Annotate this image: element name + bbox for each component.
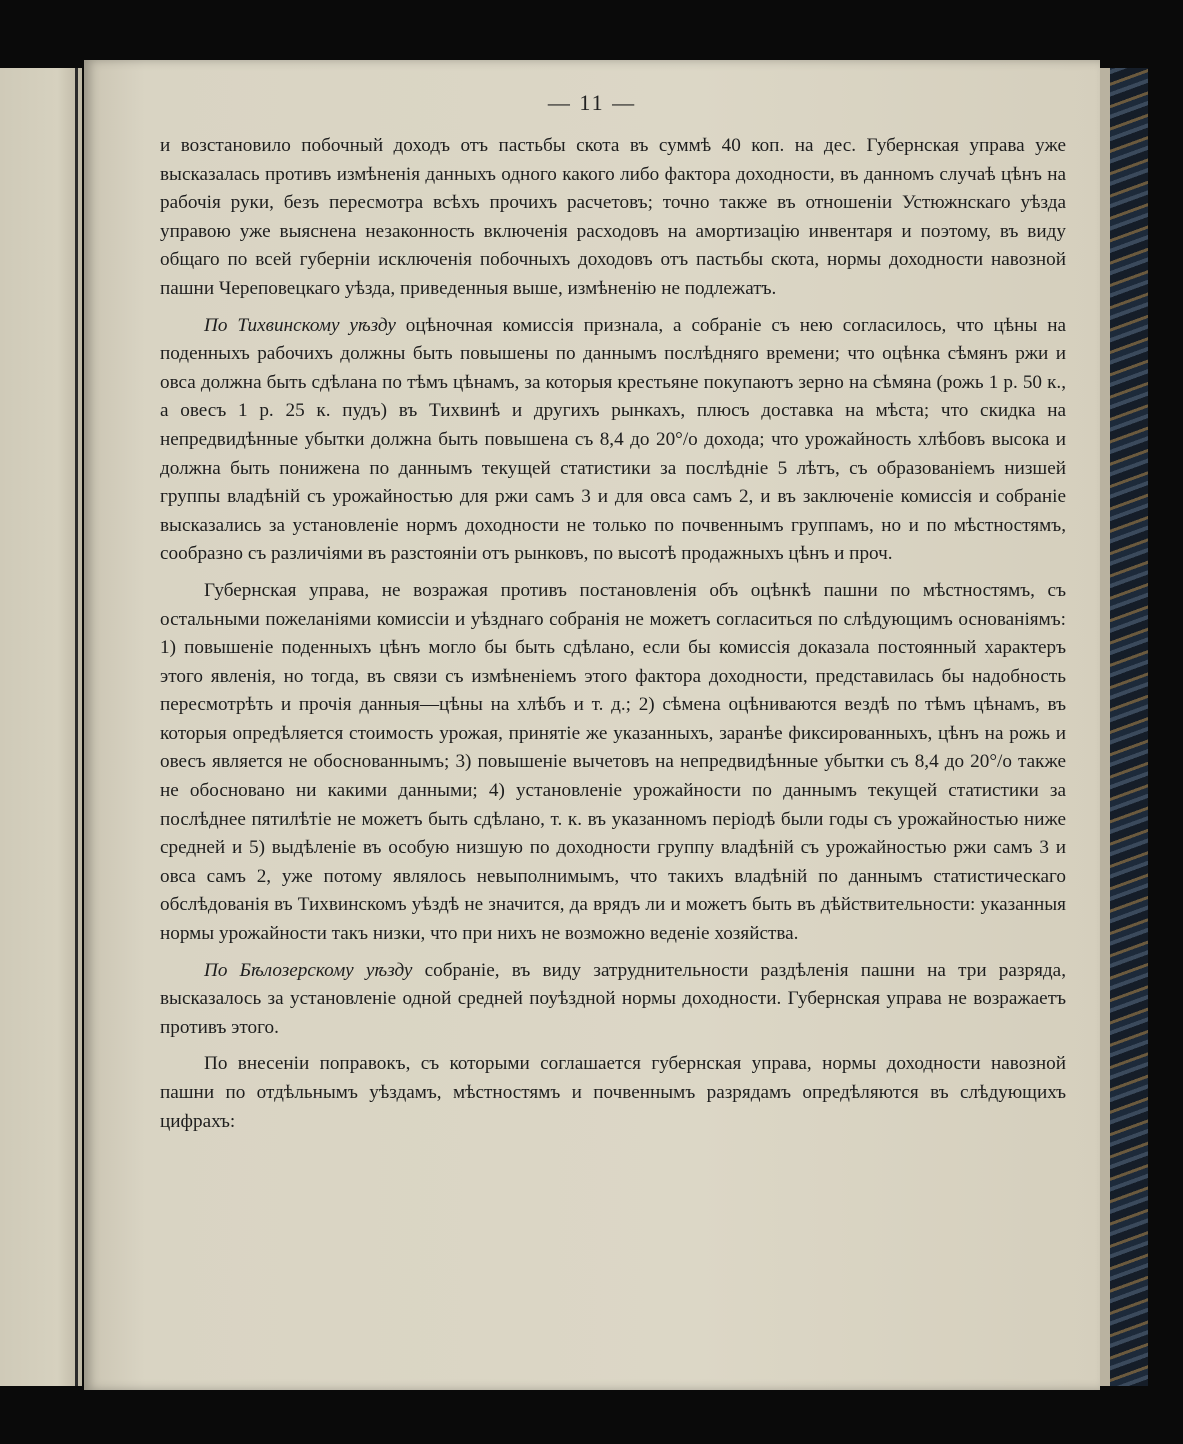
paragraph-4 [160, 957, 1066, 1043]
paragraph-5-text: По внесеніи поправокъ, съ которыми соглашается губернская управа, нормы доходности навозной пашни по отдѣльнымъ уѣздамъ, мѣстностямъ и почвеннымъ разрядамъ опредѣляются въ слѣдующихъ цифрахъ: [160, 1053, 1066, 1132]
paragraph-1 [160, 132, 1066, 304]
page-text [160, 132, 1066, 1136]
paragraph-2-intro: По Тихвинскому уѣзду [204, 314, 396, 336]
book-page [84, 60, 1100, 1390]
marbled-book-edge [1098, 68, 1148, 1386]
paragraph-3-text: Губернская управа, не возражая противъ постановленія объ оцѣнкѣ пашни по мѣстностямъ, съ остальными пожеланіями комиссіи и уѣзднаго собранія не можетъ согласиться по слѣдующимъ основаніямъ: 1) повышеніе поденныхъ цѣнъ могло бы быть сдѣлано, если бы комиссія доказала постоянный характеръ этого явленія, но тогда, въ связи съ измѣненіемъ этого фактора доходности, представилась бы надобность пересмотрѣть и прочія данныя—цѣны на хлѣбъ и т. д.; 2) сѣмена оцѣниваются вездѣ по тѣмъ цѣнамъ, въ которыя опредѣляется стоимость урожая, принятіе же указанныхъ, заранѣе фиксированныхъ, цѣнъ на рожь и овесъ является не обоснованнымъ; 3) повышеніе вычетовъ на непредвидѣнные убытки съ 8,4 до 20°/о также не обосновано ни какими данными; 4) установленіе урожайности по даннымъ текущей статистики за послѣднее пятилѣтіе не можетъ быть сдѣлано, т. к. въ указанномъ періодѣ были годы съ урожайностью ниже средней и 5) выдѣленіе въ особую низшую по доходности группу владѣній съ урожайностью ржи самъ 3 и овса самъ 2, уже потому являлось невыполнимымъ, что такихъ владѣній по даннымъ статистическаго обслѣдованія въ Тихвинскомъ уѣздѣ не значится, да врядъ ли и можетъ быть въ дѣйствительности: указанныя нормы урожайности такъ низки, что при нихъ не возможно веденіе хозяйства. [160, 579, 1066, 945]
previous-page-edge [0, 68, 82, 1386]
paragraph-2 [160, 312, 1066, 569]
paragraph-5 [160, 1050, 1066, 1136]
paragraph-1-text: и возстановило побочный доходъ отъ пастьбы скота въ суммѣ 40 коп. на дес. Губернская управа уже высказалась противъ измѣненія данныхъ одного какого либо фактора доходности, въ данномъ случаѣ цѣнъ на рабочія руки, безъ пересмотра всѣхъ прочихъ расчетовъ; точно также въ отношеніи Устюжнскаго уѣзда управою уже выяснена незаконность включенія расходовъ на амортизацію инвентаря и поэтому, въ виду общаго по всей губерніи исключенія побочныхъ доходовъ отъ пастьбы скота, нормы доходности навозной пашни Череповецкаго уѣзда, приведенныя выше, измѣненію не подлежатъ. [160, 135, 1066, 299]
paragraph-2-text: оцѣночная комиссія признала, а собраніе съ нею согласилось, что цѣны на поденныхъ рабочихъ должны быть повышены по даннымъ послѣдняго времени; что оцѣнка сѣмянъ ржи и овса должна быть сдѣлана по тѣмъ цѣнамъ, за которыя крестьяне покупаютъ зерно на сѣмяна (рожь 1 р. 50 к., а овесъ 1 р. 25 к. пудъ) въ Тихвинѣ и другихъ рынкахъ, плюсъ доставка на мѣста; что скидка на непредвидѣнные убытки должна быть повышена съ 8,4 до 20°/о дохода; что урожайность хлѣбовъ высока и должна быть понижена по даннымъ текущей статистики за послѣдніе 5 лѣтъ, съ образованіемъ низшей группы владѣній съ урожайностью для ржи самъ 3 и для овса самъ 2, и въ заключеніе комиссія и собраніе высказались за установленіе нормъ доходности не только по почвеннымъ группамъ, но и по мѣстностямъ, сообразно съ различіями въ разстояніи отъ рынковъ, по высотѣ продажныхъ цѣнъ и проч. [160, 314, 1066, 565]
page-number: — 11 — [547, 90, 637, 115]
paragraph-4-intro: По Бѣлозерскому уѣзду [204, 959, 413, 981]
paragraph-3 [160, 577, 1066, 949]
scan-bottom-margin [0, 1390, 1183, 1444]
gutter-line [75, 68, 78, 1386]
paragraph-4-text: собраніе, въ виду затруднительности раздѣленія пашни на три разряда, высказалось за установленіе одной средней поуѣздной нормы доходности. Губернская управа не возражаетъ противъ этого. [160, 959, 1066, 1038]
